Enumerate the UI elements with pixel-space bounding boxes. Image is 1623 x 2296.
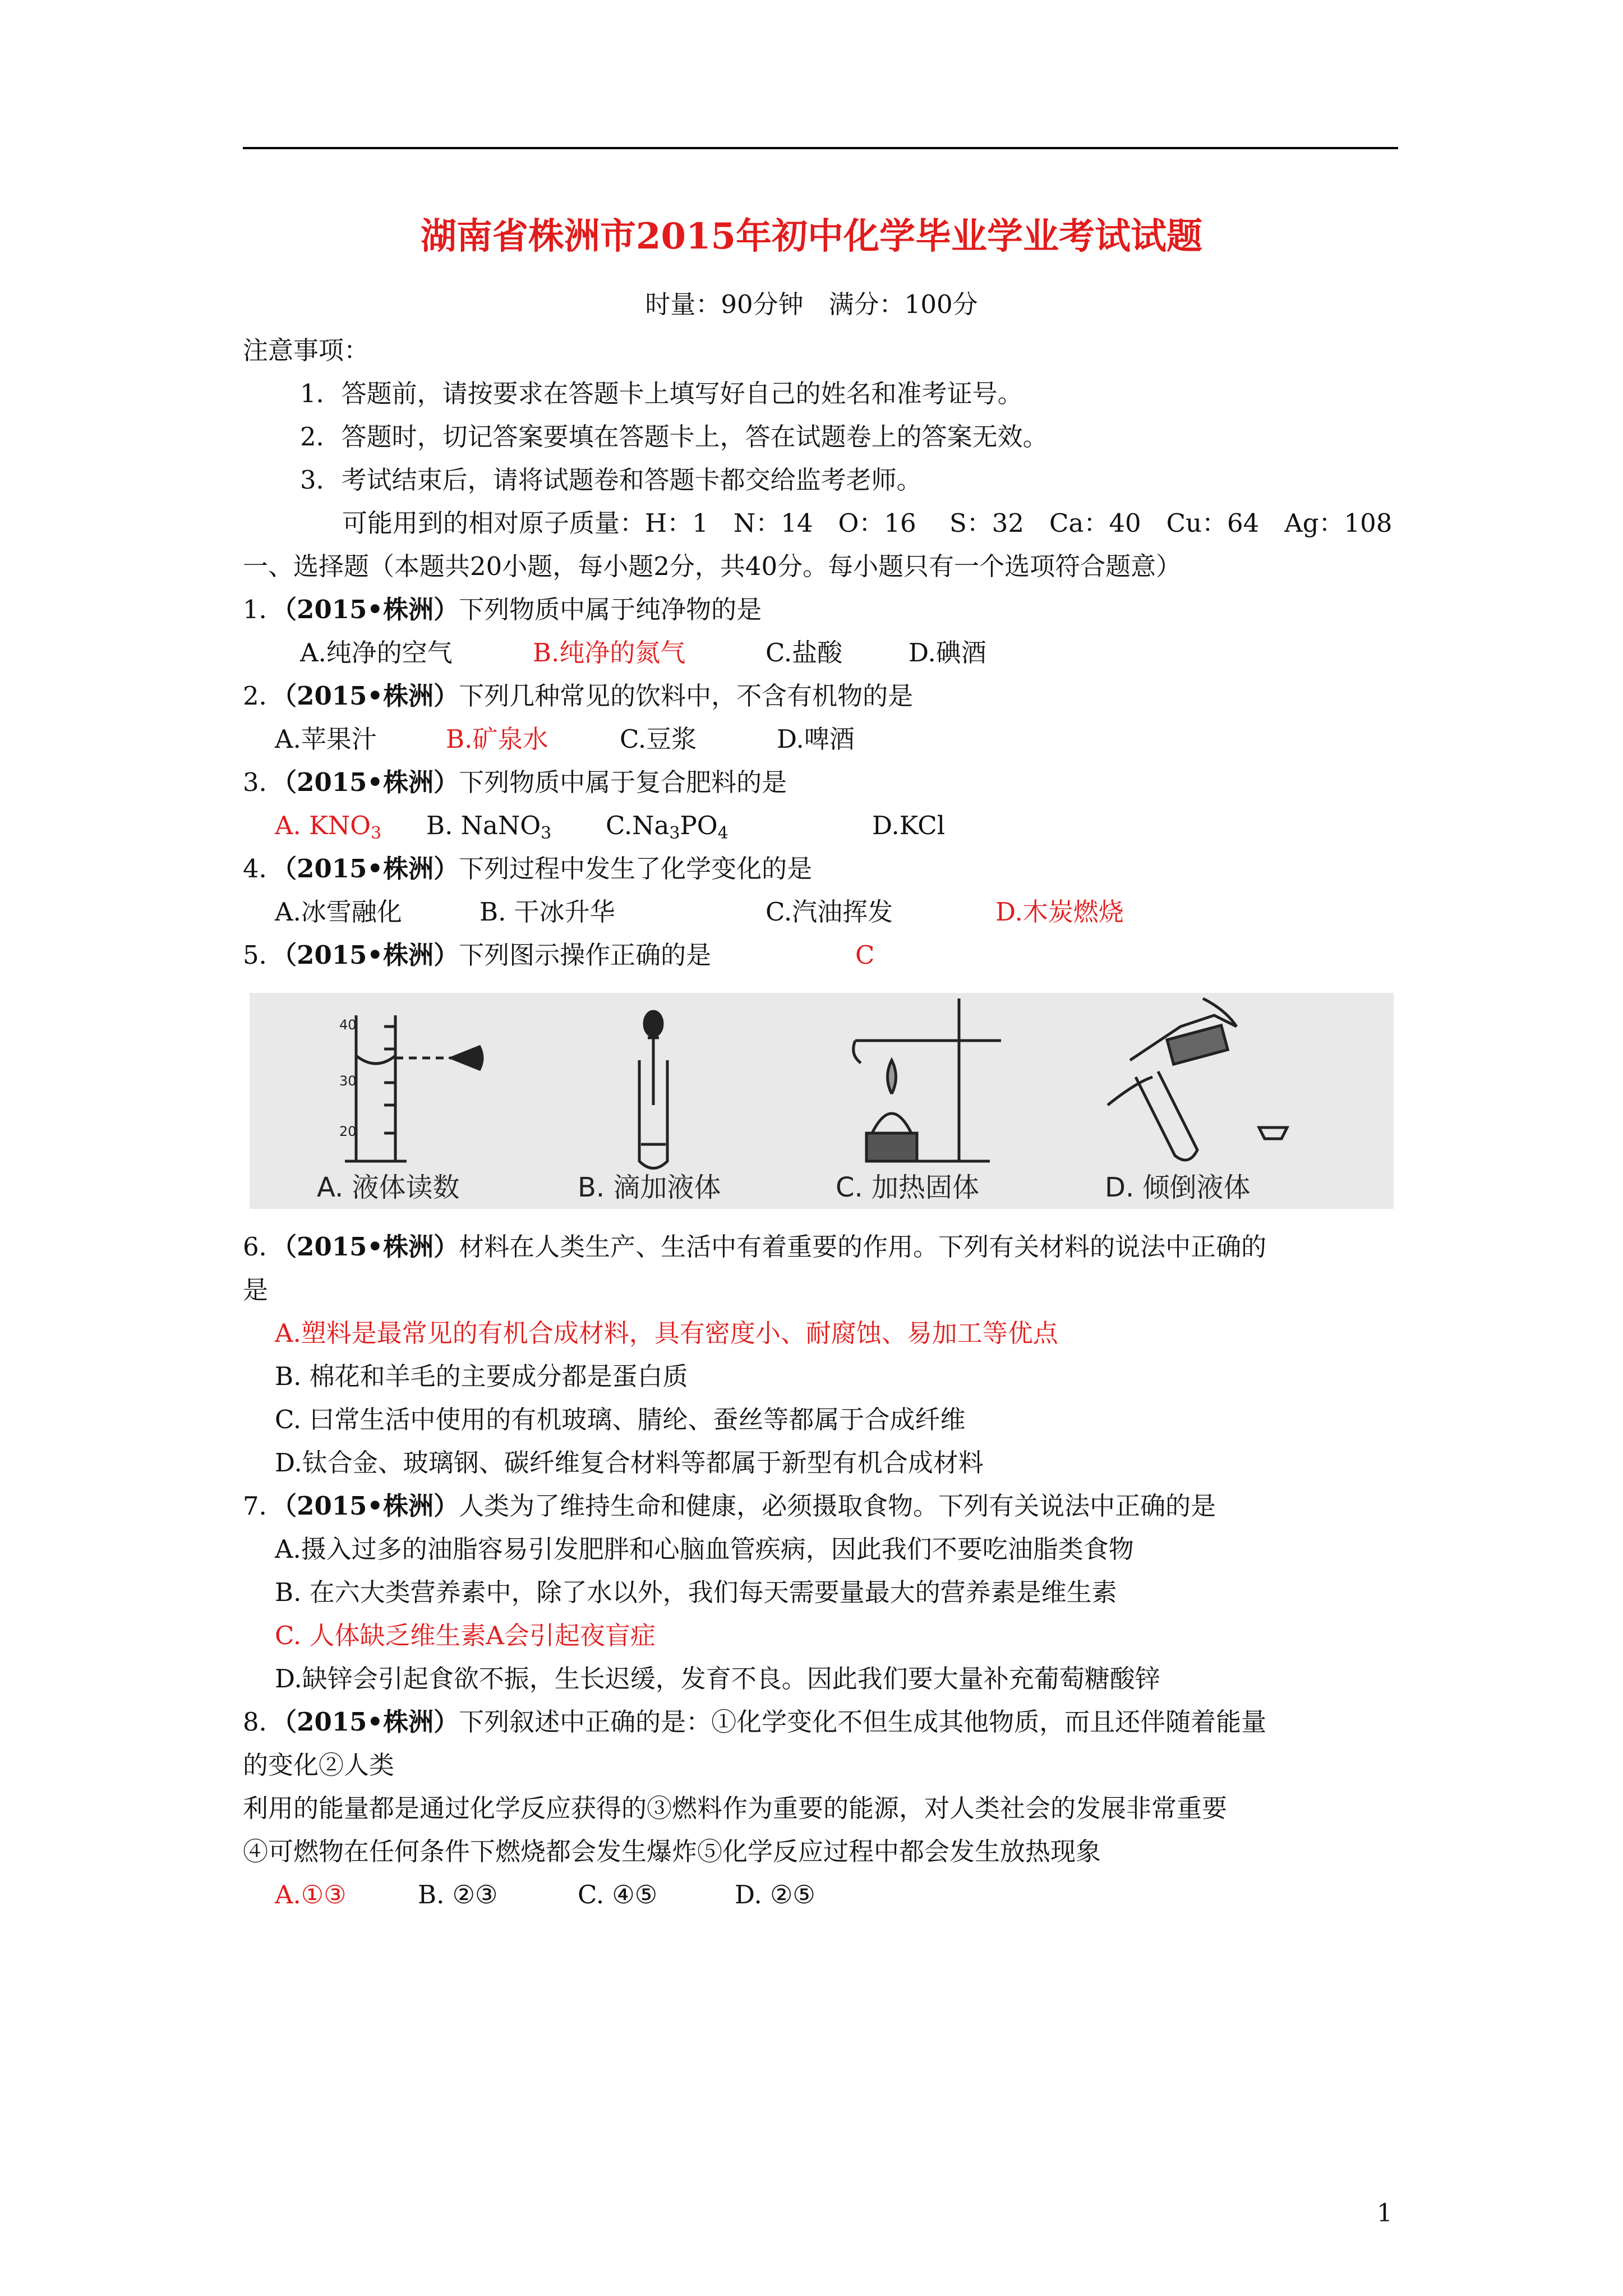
option-d: D.啤酒 [777, 724, 855, 754]
answer-mark: C [855, 940, 875, 970]
option-a-answer: A. $KNO_3$ [275, 811, 382, 843]
option-c: C. ④⑤ [578, 1880, 658, 1910]
notice-item: 3．考试结束后，请将试题卷和答题卡都交给监考老师。 [300, 465, 922, 495]
question-1-stem: 1．（2015•株洲）下列物质中属于纯净物的是 [243, 595, 762, 624]
tick-label: 30 [339, 1073, 357, 1089]
figure-label-b: B. 滴加液体 [578, 1172, 721, 1203]
figure-label-d: D. 倾倒液体 [1105, 1172, 1251, 1203]
option-d: D.缺锌会引起食欲不振，生长迟缓，发育不良。因此我们要大量补充葡萄糖酸锌 [275, 1664, 1160, 1694]
question-8-stem: 8．（2015•株洲）下列叙述中正确的是：①化学变化不但生成其他物质，而且还伴随着能量 [243, 1707, 1267, 1737]
question-6-stem: 6．（2015•株洲）材料在人类生产、生活中有着重要的作用。下列有关材料的说法中正确的 [243, 1232, 1267, 1262]
question-6-stem-cont: 是 [243, 1275, 269, 1305]
option-b-answer: B.纯净的氮气 [533, 638, 686, 668]
figure-label-a: A. 液体读数 [317, 1172, 460, 1203]
option-d: D.钛合金、玻璃钢、碳纤维复合材料等都属于新型有机合成材料 [275, 1448, 984, 1478]
atomic-mass-line: 可能用到的相对原子质量：H：1 N：14 O：16 S：32 Ca：40 Cu：64 Ag：108 [342, 508, 1393, 538]
question-8-stem-cont: 利用的能量都是通过化学反应获得的③燃料作为重要的能源，对人类社会的发展非常重要 [243, 1793, 1228, 1823]
option-d: D.KCl [872, 811, 946, 840]
question-4-stem: 4．（2015•株洲）下列过程中发生了化学变化的是 [243, 854, 813, 884]
question-8-stem-cont: 的变化②人类 [243, 1750, 395, 1780]
alcohol-lamp-icon [866, 1060, 917, 1161]
figure-label-c: C. 加热固体 [836, 1172, 980, 1203]
notice-item: 1．答题前，请按要求在答题卡上填写好自己的姓名和准考证号。 [300, 379, 1023, 408]
option-a: A.冰雪融化 [275, 897, 402, 927]
section-heading: 一、选择题（本题共20小题，每小题2分，共40分。每小题只有一个选项符合题意） [243, 551, 1182, 581]
notice-item: 2．答题时，切记答案要填在答题卡上，答在试题卷上的答案无效。 [300, 422, 1048, 452]
option-c: C.汽油挥发 [766, 897, 893, 927]
option-a: A.摄入过多的油脂容易引发肥胖和心脑血管疾病，因此我们不要吃油脂类食物 [275, 1534, 1134, 1564]
question-7-stem: 7．（2015•株洲）人类为了维持生命和健康，必须摄取食物。下列有关说法中正确的是 [243, 1491, 1216, 1521]
option-c: $C.Na_3PO_4$ [606, 811, 728, 843]
lab-operations-figure [250, 993, 1394, 1209]
option-c: C.豆浆 [620, 724, 697, 754]
option-d-answer: D.木炭燃烧 [995, 897, 1124, 927]
option-c: C.盐酸 [766, 638, 843, 668]
option-b: B. 棉花和羊毛的主要成分都是蛋白质 [275, 1361, 688, 1391]
option-d: D. ②⑤ [735, 1880, 815, 1910]
option-c: C. 曰常生活中使用的有机玻璃、腈纶、蚕丝等都属于合成纤维 [275, 1405, 966, 1434]
hand-pouring-icon [1130, 999, 1237, 1064]
dropper-icon [644, 1011, 662, 1105]
option-b: B. 在六大类营养素中，除了水以外，我们每天需要量最大的营养素是维生素 [275, 1577, 1117, 1607]
question-5-stem: 5．（2015•株洲）下列图示操作正确的是 [243, 940, 712, 970]
tick-label: 20 [339, 1124, 357, 1139]
option-b: B. NaNO$_3$ [426, 811, 552, 843]
exam-info: 时量：90分钟 满分：100分 [645, 289, 978, 319]
option-b: B. ②③ [418, 1880, 498, 1910]
page-number: 1 [1377, 2199, 1393, 2228]
option-b-answer: B.矿泉水 [446, 724, 548, 754]
option-a-answer: A.塑料是最常见的有机合成材料，具有密度小、耐腐蚀、易加工等优点 [275, 1318, 1058, 1348]
option-a: A.纯净的空气 [300, 638, 453, 668]
graduated-cylinder-icon [345, 1015, 451, 1161]
question-3-stem: 3．（2015•株洲）下列物质中属于复合肥料的是 [243, 767, 787, 797]
page-title: 湖南省株洲市2015年初中化学毕业学业考试试题 [420, 215, 1203, 257]
option-d: D.碘酒 [909, 638, 986, 668]
option-b: B. 干冰升华 [479, 897, 615, 927]
option-c-answer: C. 人体缺乏维生素A会引起夜盲症 [275, 1621, 656, 1650]
question-2-stem: 2．（2015•株洲）下列几种常见的饮料中，不含有机物的是 [243, 681, 914, 711]
eye-icon [451, 1047, 482, 1069]
question-8-stem-cont: ④可燃物在任何条件下燃烧都会发生爆炸⑤化学反应过程中都会发生放热现象 [243, 1837, 1101, 1866]
header-rule [243, 147, 1398, 149]
option-a-answer: A.①③ [275, 1880, 347, 1910]
option-a: A.苹果汁 [275, 724, 377, 754]
tick-label: 40 [339, 1017, 357, 1033]
tilted-test-tube-icon [1108, 1071, 1197, 1160]
notice-heading: 注意事项： [243, 335, 370, 365]
stopper-icon [1259, 1128, 1287, 1139]
